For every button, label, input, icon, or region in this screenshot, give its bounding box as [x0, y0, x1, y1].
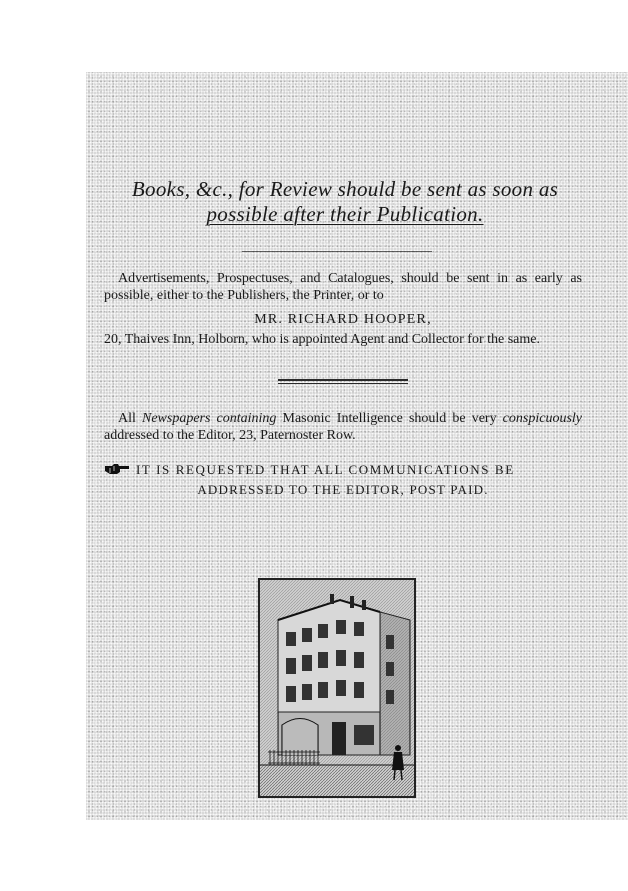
- newspapers-tail: addressed to the Editor, 23, Paternoster Row.: [104, 428, 356, 443]
- review-notice-line-1: Books, &c., for Review should be sent as soon as: [131, 177, 559, 201]
- newspapers-lead: All: [118, 411, 136, 426]
- pointing-hand-icon: [104, 463, 130, 475]
- agent-address: 20, Thaives Inn, Holborn, who is appointed Agent and Collector for the same.: [104, 332, 540, 347]
- building-engraving: [258, 578, 416, 798]
- communications-request: [104, 460, 582, 500]
- newspapers-mid: Masonic Intelligence should be very: [282, 411, 497, 426]
- review-notice-line-2: possible after their Publication.: [206, 202, 484, 226]
- building-engraving-image: [260, 580, 414, 796]
- newspapers-paragraph: [104, 410, 582, 444]
- divider-thin: [242, 251, 432, 252]
- request-line-1: IT IS REQUESTED THAT ALL COMMUNICATIONS BE: [136, 462, 515, 477]
- advertisements-paragraph: Advertisements, Prospectuses, and Catalogues, should be sent in as early as possible, either to the Publishers, the Printer, or to: [104, 271, 582, 303]
- agent-name: MR. RICHARD HOOPER,: [254, 312, 432, 327]
- newspapers-italic-1: Newspapers containing: [141, 411, 277, 426]
- divider-double-top: [278, 379, 408, 381]
- request-line-2: ADDRESSED TO THE EDITOR, POST PAID.: [197, 482, 489, 497]
- newspapers-italic-2: conspicuously: [502, 411, 582, 426]
- divider-double-bottom: [278, 383, 408, 384]
- review-notice: [110, 177, 580, 227]
